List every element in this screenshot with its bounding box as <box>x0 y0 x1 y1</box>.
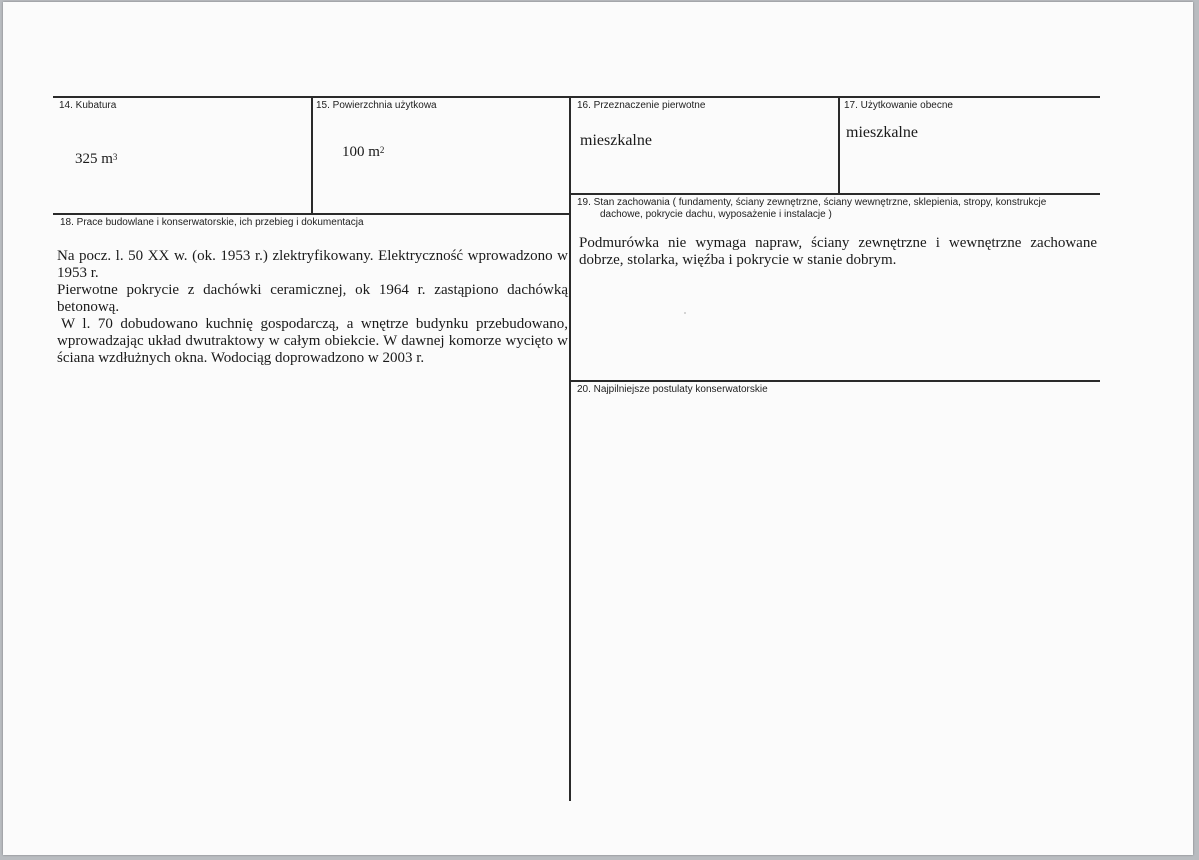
field-17-label: 17. Użytkowanie obecne <box>844 100 953 111</box>
field-18-paragraph: Na pocz. l. 50 XX w. (ok. 1953 r.) zlektryfikowany. Elektryczność wprowadzono w 1953 r. <box>57 248 568 281</box>
field-19-label-line2: dachowe, pokrycie dachu, wyposażenie i instalacje ) <box>600 209 832 220</box>
field-15-value-text: 100 m <box>342 144 380 160</box>
field-18-paragraph: Pierwotne pokrycie z dachówki ceramicznej, ok 1964 r. zastąpiono dachówką betonową. <box>57 282 568 315</box>
rule-above-19 <box>570 193 1100 195</box>
field-17-value: mieszkalne <box>846 124 918 141</box>
field-19-label-line1: 19. Stan zachowania ( fundamenty, ściany zewnętrzne, ściany wewnętrzne, sklepienia, stropy, konstrukcje <box>577 197 1047 208</box>
rule-above-18 <box>53 213 570 215</box>
top-rule <box>53 96 1100 98</box>
field-18-text <box>57 248 568 367</box>
field-19-text <box>579 235 1097 269</box>
field-14-label: 14. Kubatura <box>59 100 117 111</box>
field-14-value-text: 325 m <box>75 151 113 167</box>
field-18-paragraph: W l. 70 dobudowano kuchnię gospodarczą, a wnętrze budynku przebudowano, wprowadzając układ dwutraktowy w całym obiekcie. W dawnej komorze wycięto w ściana wzdłużnych okna. Wodociąg doprowadzono w 2003 r. <box>57 316 568 366</box>
scan-speck <box>684 312 686 314</box>
field-16-value: mieszkalne <box>580 132 652 149</box>
rule-above-20 <box>570 380 1100 382</box>
field-15-value <box>342 143 384 161</box>
field-14-unit-superscript: 3 <box>112 152 118 162</box>
divider-15-16 <box>569 97 571 801</box>
field-18-label: 18. Prace budowlane i konserwatorskie, ich przebieg i dokumentacja <box>60 217 364 228</box>
field-15-label: 15. Powierzchnia użytkowa <box>316 100 437 111</box>
field-14-value <box>75 150 117 168</box>
field-20-label: 20. Najpilniejsze postulaty konserwatorskie <box>577 384 768 395</box>
field-15-unit-superscript: 2 <box>379 145 385 155</box>
divider-14-15 <box>311 97 313 214</box>
record-card-sheet <box>3 2 1193 855</box>
divider-16-17 <box>838 97 840 194</box>
field-16-label: 16. Przeznaczenie pierwotne <box>577 100 706 111</box>
field-19-paragraph: Podmurówka nie wymaga napraw, ściany zewnętrzne i wewnętrzne zachowane dobrze, stolarka, więźba i pokrycie w stanie dobrym. <box>579 235 1097 268</box>
